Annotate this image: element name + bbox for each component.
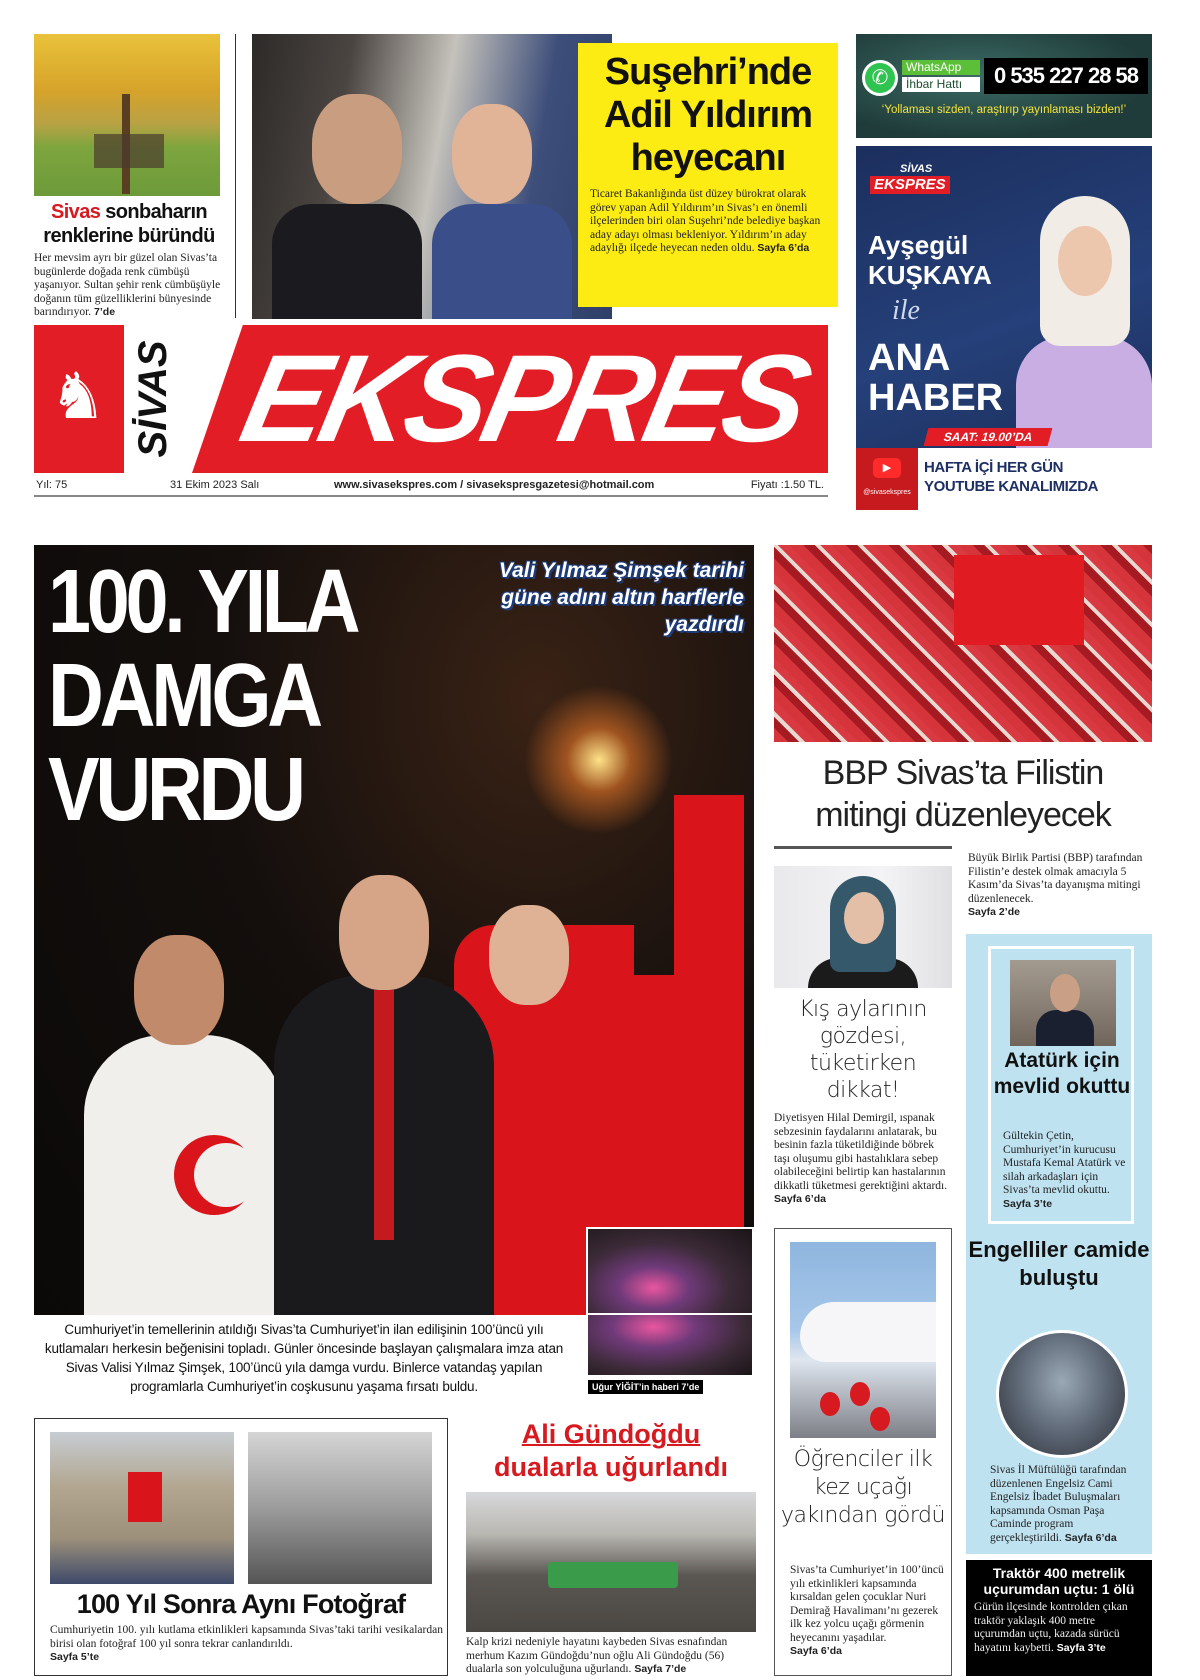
whatsapp-label: WhatsApp [902, 60, 980, 75]
engelliler-headline[interactable]: Engelliler camide buluştu [968, 1237, 1150, 1290]
funeral-photo [466, 1492, 756, 1632]
ali-ref[interactable]: Sayfa 7’de [634, 1663, 687, 1675]
traktor-body [974, 1601, 1144, 1655]
bbp-ref[interactable]: Sayfa 2’de [968, 906, 1020, 918]
adil-yildirim-photo [252, 34, 612, 319]
airplane-photo [790, 1242, 936, 1438]
issue-price: Fiyatı :1.50 TL. [750, 479, 824, 491]
masthead-ekspres: EKSPRES [230, 330, 818, 468]
autumn-ref[interactable]: 7’de [94, 306, 116, 318]
susehri-headline: Suşehri’nde Adil Yıldırım heyecanı [603, 51, 812, 179]
susehri-body [590, 188, 826, 256]
governor-face [339, 875, 429, 990]
column-divider [235, 34, 236, 318]
masthead-sivas-block [124, 325, 182, 473]
susehri-body-text: Ticaret Bakanlığında üst düzey bürokrat olarak görev yapan Adil Yıldırım’ın Sivas’ı en önemli ilçelerinden biri olan Suşehri’nde belediye başkan aday adayı olması bekleniyor. Yıldırım’ın aday adaylığı ilçede heyecan neden oldu. [590, 188, 821, 254]
masthead[interactable] [34, 325, 828, 505]
ogrenciler-ref[interactable]: Sayfa 6’da [790, 1645, 842, 1657]
susehri-ref[interactable]: Sayfa 6’da [757, 242, 810, 254]
presenter-name [868, 230, 1018, 290]
bbp-headline[interactable]: BBP Sivas’ta Filistin mitingi düzenleyecek [815, 754, 1111, 834]
whatsapp-icon: ✆ [862, 60, 898, 96]
ali-headline-line1: Ali Gündoğdu [521, 1419, 701, 1449]
dietitian-photo [774, 866, 952, 988]
issue-year: Yıl: 75 [36, 479, 68, 491]
traktor-body-text: Gürün ilçesinde kontrolden çıkan traktör yaklaşık 400 metre uçurumdan uçtu, kazada sürücü hayatını kaybetti. [974, 1601, 1128, 1654]
susehri-story-box[interactable] [578, 43, 838, 307]
kis-headline[interactable]: Kış aylarının gözdesi, tüketirken dikkat! [799, 997, 927, 1103]
ataturk-headline[interactable]: Atatürk için mevlid okuttu [993, 1049, 1131, 1098]
whatsapp-slogan: ‘Yollaması sizden, araştırıp yayınlaması bizden!’ [881, 104, 1127, 116]
main-headline [48, 552, 409, 840]
ana-haber-title [868, 338, 1003, 418]
bbp-body [968, 852, 1152, 920]
masthead-sivas: SİVAS [131, 340, 175, 458]
fireworks [524, 685, 674, 835]
woman-face [489, 905, 569, 1005]
ogrenciler-headline[interactable]: Öğrenciler ilk kez uçağı yakından gördü [781, 1447, 945, 1528]
ataturk-body [1003, 1130, 1131, 1211]
presenter-photo [1016, 196, 1152, 456]
masthead-info-strip [34, 475, 828, 497]
ogrenciler-body [790, 1564, 948, 1659]
youtube-play-icon[interactable]: ▶ [873, 458, 901, 478]
engelliler-body [990, 1464, 1146, 1545]
main-story-photo[interactable] [34, 545, 754, 1315]
crowd-inset-photo [586, 1227, 754, 1315]
youtube-block[interactable] [856, 448, 918, 510]
divider [774, 846, 952, 849]
main-headline-line1: 100. YILA [48, 552, 357, 652]
ad-title-line1: ANA [868, 337, 951, 379]
ali-body [466, 1636, 760, 1677]
ad-connector: ile [892, 295, 920, 326]
autumn-headline-rest: sonbaharın renklerine büründü [43, 201, 215, 247]
yil-body [50, 1624, 444, 1665]
whatsapp-tip-line-ad[interactable] [856, 34, 1152, 138]
schedule-line1: HAFTA İÇİ HER GÜN [924, 459, 1064, 476]
ataturk-ref[interactable]: Sayfa 3’te [1003, 1197, 1053, 1210]
ataturk-silhouette-logo: ♞ [34, 325, 124, 473]
ad-logo-top: SİVAS [900, 163, 933, 175]
gultekin-cetin-photo [1010, 960, 1116, 1046]
broadcast-time: SAAT: 19.00’DA [924, 428, 1053, 446]
autumn-body [34, 252, 224, 320]
ali-gundogdu-headline[interactable] [462, 1418, 760, 1484]
yil-body-text: Cumhuriyetin 100. yılı kutlama etkinlikleri kapsamında Sivas’taki tarihi vesikalardan birisi olan fotoğraf 100 yıl sonra tekrar canlandırıldı. [50, 1624, 443, 1650]
mosque-gathering-photo [996, 1330, 1128, 1458]
whatsapp-number[interactable]: 0 535 227 28 58 [984, 58, 1148, 94]
issue-date: 31 Ekim 2023 Salı [170, 479, 260, 491]
ali-headline-line2: dualarla uğurlandı [493, 1452, 729, 1482]
kis-ref[interactable]: Sayfa 6’da [774, 1193, 826, 1205]
yil-headline: 100 Yıl Sonra Aynı Fotoğraf [76, 1589, 406, 1619]
schedule-line2: YOUTUBE KANALIMIZDA [924, 478, 1099, 495]
main-headline-line2: DAMGA [48, 646, 319, 746]
red-tie [374, 990, 394, 1240]
autumn-headline[interactable] [34, 200, 224, 248]
modern-ceremony-photo [50, 1432, 234, 1584]
contact-info[interactable]: www.sivasekspres.com / sivasekspresgazetesi@hotmail.com [334, 479, 655, 491]
ad-logo-bottom: EKSPRES [870, 176, 950, 194]
presenter-last-name: KUŞKAYA [868, 260, 992, 290]
tip-line-label: İhbar Hattı [902, 77, 980, 92]
crescent-star-icon [174, 1135, 254, 1215]
traktor-ref[interactable]: Sayfa 3’te [1056, 1641, 1106, 1654]
kis-body-text: Diyetisyen Hilal Demirgil, ıspanak sebzesinin faydalarını anlatarak, bu besinin fazla tüketildiğinde böbrek taşı oluşumu gibi hastalıklara sebep olabileceğini belirtip kan hastalarının dikkatli tüketmesi gerektiğini aktardı. [774, 1112, 948, 1192]
schedule-text [924, 458, 1148, 496]
ogrenciler-body-text: Sivas’ta Cumhuriyet’in 100’üncü yılı etkinlikleri kapsamında kırsaldan gelen çocuklar Nuri Demirağ Havalimanı’nı gezerek ilk kez yolcu uçağı görmenin heyecanını yaşadılar. [790, 1564, 944, 1644]
traktor-headline: Traktör 400 metrelik uçurumdan uçtu: 1 ölü [983, 1565, 1135, 1597]
autumn-headline-highlight: Sivas [50, 201, 101, 223]
ali-body-text: Kalp krizi nedeniyle hayatını kaybeden Sivas esnafından merhum Kazım Gündoğdu’nun oğlu Ali Gündoğdu (56) dualarla son yolculuğuna uğurlandı. [466, 1636, 728, 1675]
bbp-body-text: Büyük Birlik Partisi (BBP) tarafından Filistin’e destek olmak amacıyla 5 Kasım’da Sivas’ta dayanışma mitingi düzenlenecek. [968, 852, 1143, 905]
ataturk-body-text: Gültekin Çetin, Cumhuriyet’in kurucusu Mustafa Kemal Atatürk ve silah arkadaşları için Sivas’ta mevlid okuttu. [1003, 1130, 1126, 1196]
ana-haber-ad[interactable] [856, 146, 1152, 510]
main-caption: Cumhuriyet’in temellerinin atıldığı Sivas’ta Cumhuriyet’in ilan edilişinin 100’üncü yılı kutlamaları herkesin beğenisini topladı. Günler öncesinde başlayan çalışmalara imza atan Sivas Valisi Yılmaz Şimşek, 100’üncü yıla damga vurdu. Binlerce vatandaş yapılan programlarla Cumhuriyet’in coşkusunu yaşama fırsatı buldu. [44, 1322, 564, 1394]
engelliler-ref[interactable]: Sayfa 6’da [1064, 1531, 1117, 1544]
main-headline-line3: VURDU [48, 740, 302, 840]
main-credit[interactable]: Uğur YİĞİT’in haberi 7’de [588, 1380, 703, 1394]
presenter-first-name: Ayşegül [868, 230, 969, 260]
main-subheadline: Vali Yılmaz Şimşek tarihi güne adını altın harflerle yazdırdı [498, 559, 744, 636]
rally-photo [774, 545, 1152, 742]
ad-title-line2: HABER [868, 377, 1004, 419]
crowd-inset-photo-lower [586, 1315, 754, 1377]
historic-ceremony-photo [248, 1432, 432, 1584]
autumn-body-text: Her mevsim ayrı bir güzel olan Sivas’ta bugünlerde doğada renk cümbüşü yaşanıyor. Sultan şehir renk cümbüşüyle doğanın tüm güzelliklerini bünyesinde barındırıyor. [34, 252, 221, 318]
boy-face [134, 935, 224, 1045]
ad-logo [870, 162, 980, 202]
kis-body [774, 1112, 952, 1207]
youtube-handle: @sivasekspres [863, 489, 911, 496]
yil-ref[interactable]: Sayfa 5’te [50, 1651, 100, 1663]
traktor-story-box[interactable] [966, 1560, 1152, 1676]
autumn-photo [34, 34, 220, 196]
engelliler-body-text: Sivas İl Müftülüğü tarafından düzenlenen Engelsiz Cami Engelsiz İbadet Buluşmaları kapsamında Osman Paşa Caminde program gerçekleştirildi. [990, 1464, 1127, 1544]
